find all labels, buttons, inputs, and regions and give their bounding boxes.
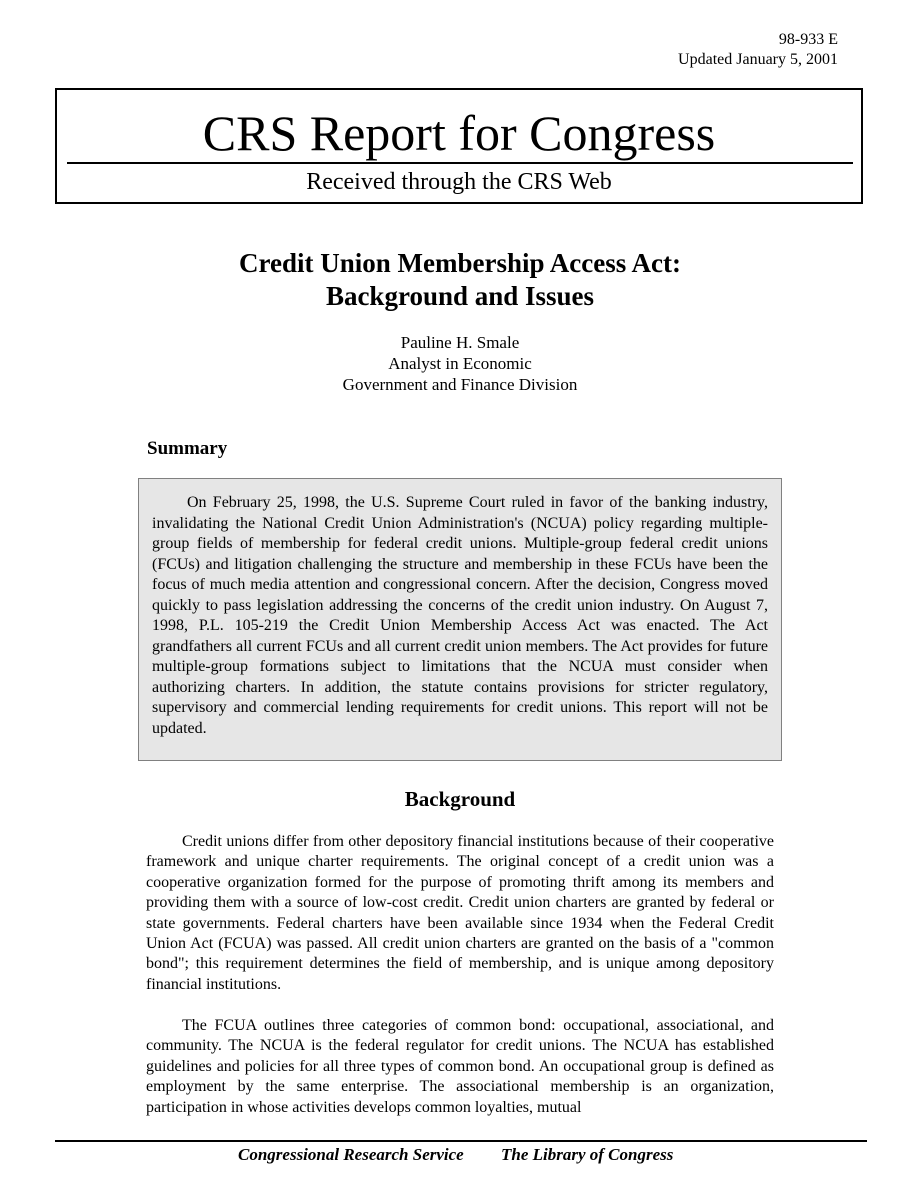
background-paragraph-1: Credit unions differ from other depository financial institutions because of their cooperative framework and unique charter requirements. The original concept of a credit union was a cooperative organization formed for the purpose of promoting thrift among its members and providing them with a source of low-cost credit. Credit union charters are granted by federal or state governments. Federal charters have been available since 1934 when the Federal Credit Union Act (FCUA) was passed. All credit union charters are granted on the basis of a "common bond"; this requirement determines the field of membership, and is unique among depository financial institutions. bbox=[146, 833, 774, 993]
report-title-line-2: Background and Issues bbox=[325, 281, 595, 311]
summary-text: On February 25, 1998, the U.S. Supreme Court ruled in favor of the banking industry, invalidating the National Credit Union Administration's (NCUA) policy regarding multiple-group fields of membership for federal credit unions. Multiple-group federal credit unions (FCUs) and litigation challenging the structure and membership in these FCUs have been the focus of much media attention and congressional concern. After the decision, Congress moved quickly to pass legislation addressing the concerns of the credit union industry. On August 7, 1998, P.L. 105-219 the Credit Union Membership Access Act was enacted. The Act grandfathers all current FCUs and all current credit union members. The Act provides for future multiple-group formations subject to limitations that the NCUA must consider when authorizing charters. In addition, the statute contains provisions for stricter regulatory, supervisory and commercial lending requirements for credit unions. This report will not be updated. bbox=[152, 494, 768, 737]
footer-library: The Library of Congress bbox=[501, 1145, 674, 1164]
background-paragraph-2: The FCUA outlines three categories of common bond: occupational, associational, and community. The NCUA is the federal regulator for credit unions. The NCUA has established guidelines and policies for all three types of common bond. An occupational group is defined as employment by the same enterprise. The associational membership is an organization, participation in whose activities develops common loyalties, mutual bbox=[146, 1017, 774, 1116]
banner-subtitle: Received through the CRS Web bbox=[306, 169, 612, 195]
updated-date: Updated January 5, 2001 bbox=[678, 51, 838, 68]
report-title bbox=[0, 247, 920, 313]
author-name: Pauline H. Smale bbox=[400, 333, 520, 352]
report-title-line-1: Credit Union Membership Access Act: bbox=[239, 248, 681, 278]
footer-crs: Congressional Research Service bbox=[238, 1145, 464, 1164]
banner-divider bbox=[67, 162, 853, 164]
background-heading: Background bbox=[404, 787, 516, 811]
footer-divider bbox=[55, 1140, 867, 1142]
author-role: Analyst in Economic bbox=[388, 354, 532, 373]
summary-box bbox=[138, 478, 782, 761]
document-number: 98-933 E bbox=[778, 31, 838, 48]
summary-heading: Summary bbox=[147, 438, 228, 459]
crs-banner bbox=[55, 88, 863, 204]
banner-title: CRS Report for Congress bbox=[202, 105, 716, 161]
author-division: Government and Finance Division bbox=[342, 375, 578, 394]
